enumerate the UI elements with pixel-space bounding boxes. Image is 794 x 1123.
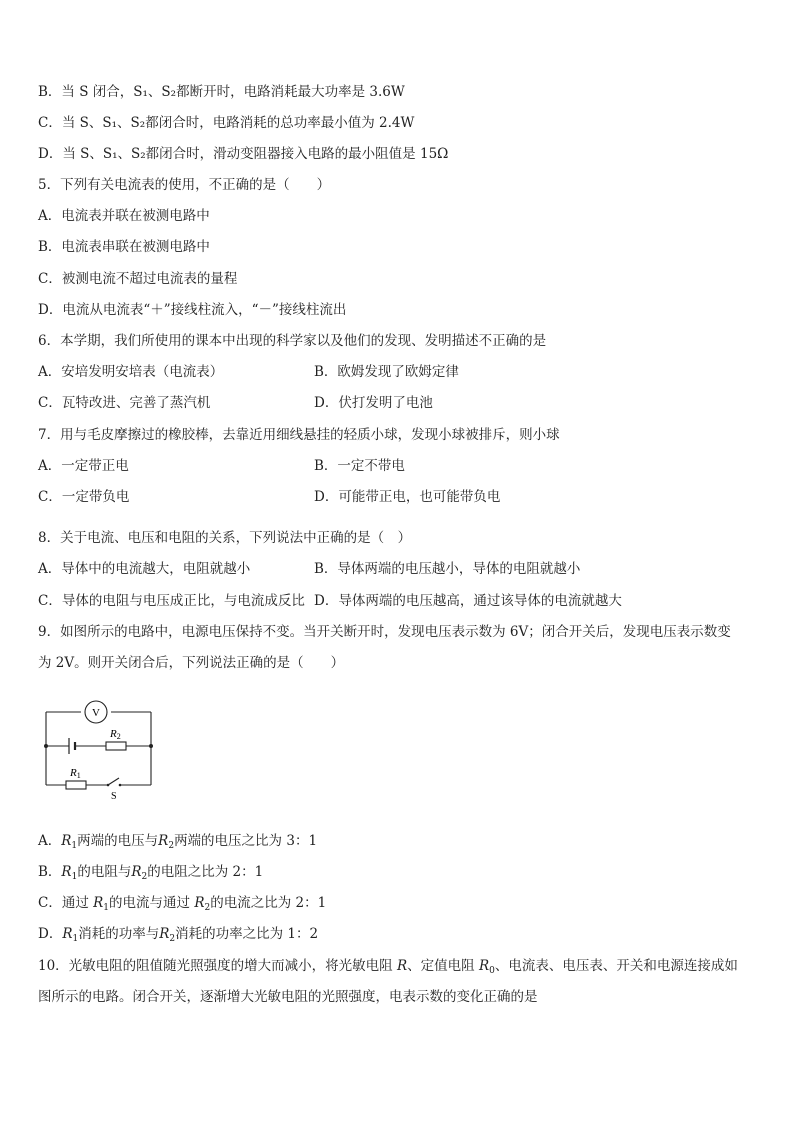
q7-stem: 7．用与毛皮摩擦过的橡胶棒，去靠近用细线悬挂的轻质小球，发现小球被排斥，则小球 xyxy=(38,427,560,443)
q6-option-a: A．安培发明安培表（电流表） xyxy=(38,364,224,380)
voltmeter-label: V xyxy=(92,707,100,719)
q7-option-a: A．一定带正电 xyxy=(38,458,129,474)
switch-label: S xyxy=(111,791,117,802)
q8-option-d: D．导体两端的电压越高，通过该导体的电流就越大 xyxy=(314,593,622,609)
q9-option-d: D．$R_1$消耗的功率与$R_2$消耗的功率之比为 1：2 xyxy=(38,926,319,944)
q6-option-d: D．伏打发明了电池 xyxy=(314,395,433,411)
resistor-r1-label: R1 xyxy=(70,767,81,780)
q6-stem: 6．本学期，我们所使用的课本中出现的科学家以及他们的发现、发明描述不正确的是 xyxy=(38,333,547,349)
battery-symbol xyxy=(69,738,75,754)
q6-option-b: B．欧姆发现了欧姆定律 xyxy=(314,364,459,380)
q4-option-b: B．当 S 闭合，S₁、S₂都断开时，电路消耗最大功率是 3.6W xyxy=(38,84,405,100)
q9-stem-line2: 为 2V。则开关闭合后，下列说法正确的是（ ） xyxy=(38,655,345,671)
q8-option-a: A．导体中的电流越大，电阻就越小 xyxy=(38,561,251,577)
resistor-r2-symbol xyxy=(106,742,126,750)
q9-option-c: C．通过 $R_1$的电流与通过 $R_2$的电流之比为 2：1 xyxy=(38,895,327,913)
q8-option-c: C．导体的电阻与电压成正比，与电流成反比 xyxy=(38,593,305,609)
q5-option-b: B．电流表串联在被测电路中 xyxy=(38,239,210,255)
junction-right xyxy=(149,744,153,748)
q7-option-b: B．一定不带电 xyxy=(314,458,405,474)
q8-stem: 8．关于电流、电压和电阻的关系，下列说法中正确的是（ ） xyxy=(38,530,412,546)
q9-circuit-diagram xyxy=(36,698,160,802)
q10-stem-line1: 10．光敏电阻的阻值随光照强度的增大而减小，将光敏电阻 R、定值电阻 $R_0$、电流表、电压表、开关和电源连接成如 xyxy=(38,958,738,976)
switch-symbol xyxy=(107,778,122,786)
q4-option-d: D．当 S、S₁、S₂都闭合时，滑动变阻器接入电路的最小阻值是 15Ω xyxy=(38,146,449,162)
q9-option-b: B．$R_1$的电阻与$R_2$的电阻之比为 2：1 xyxy=(38,864,264,882)
q5-option-a: A．电流表并联在被测电路中 xyxy=(38,208,210,224)
q5-option-c: C．被测电流不超过电流表的量程 xyxy=(38,271,238,287)
q9-option-a: A．$R_1$两端的电压与$R_2$两端的电压之比为 3：1 xyxy=(38,833,318,851)
q10-stem-line2: 图所示的电路。闭合开关，逐渐增大光敏电阻的光照强度，电表示数的变化正确的是 xyxy=(38,989,538,1005)
q5-stem: 5．下列有关电流表的使用，不正确的是（ ） xyxy=(38,177,331,193)
q5-option-d: D．电流从电流表“＋”接线柱流入，“－”接线柱流出 xyxy=(38,302,347,318)
resistor-r1-symbol xyxy=(66,781,86,789)
q9-stem-line1: 9．如图所示的电路中，电源电压保持不变。当开关断开时，发现电压表示数为 6V；闭合开关后，发现电压表示数变 xyxy=(38,624,731,640)
q4-option-c: C．当 S、S₁、S₂都闭合时，电路消耗的总功率最小值为 2.4W xyxy=(38,115,415,131)
q6-option-c: C．瓦特改进、完善了蒸汽机 xyxy=(38,395,211,411)
q8-option-b: B．导体两端的电压越小，导体的电阻就越小 xyxy=(314,561,581,577)
resistor-r2-label: R2 xyxy=(110,728,121,741)
q7-option-d: D．可能带正电，也可能带负电 xyxy=(314,489,501,505)
q7-option-c: C．一定带负电 xyxy=(38,489,130,505)
junction-left xyxy=(44,744,48,748)
